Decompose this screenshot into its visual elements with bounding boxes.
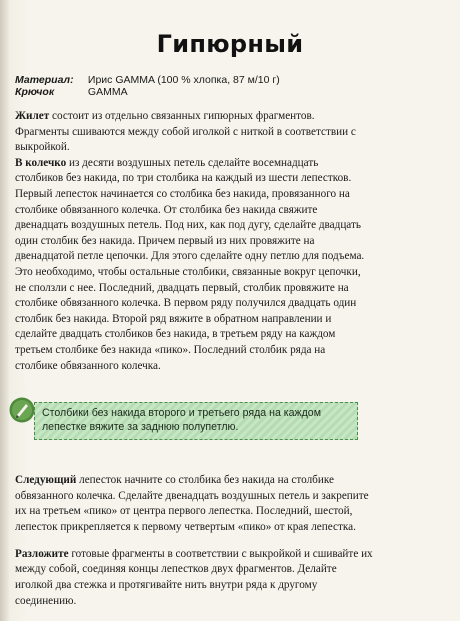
instructions-part1 — [15, 109, 367, 374]
paragraph-lead: В колечко — [15, 156, 67, 169]
instructions-part2 — [15, 462, 375, 620]
tip-text: Столбики без накида второго и третьего ряда на каждом лепестке вяжите за заднюю полупетлю. — [42, 407, 321, 433]
paragraph-lead: Следующий — [15, 474, 77, 487]
paragraph-next-petal — [15, 473, 375, 535]
material-value: Ирис GAMMA (100 % хлопка, 87 м/10 г) — [87, 74, 280, 86]
tip-note — [8, 396, 358, 444]
page-edge-shadow — [0, 0, 10, 621]
paragraph-text: лепесток начните со столбика без накида на столбике обвязанного колечка. Сделайте двенадцать воздушных петель и закрепите их на третьем «пико» от центра первого лепестка. Последний, шестой, лепесток прикрепляется к первому четвертым «пико» от края лепестка. — [15, 474, 369, 533]
materials-block — [15, 74, 280, 98]
hook-value: GAMMA — [87, 86, 128, 98]
paragraph-text: состоит из отдельно связанных гипюрных фрагментов. Фрагменты сшиваются между собой иголкой с ниткой в соответствии с выкройкой. — [15, 110, 356, 154]
paragraph-lead: Жилет — [15, 110, 50, 122]
hook-row — [15, 86, 280, 98]
pencil-leaf-icon — [8, 396, 36, 424]
hook-label: Крючок — [15, 86, 55, 98]
paragraph-text: из десяти воздушных петель сделайте восемнадцать столбиков без накида, по три столбика на каждый из шести лепестков. Первый лепесток начинается со столбика без накида, провязанного на столбике обвязанного колечка. От столбика без накида свяжите двенадцать воздушных петель. Под них, как под дугу, сделайте двадцать один столбик без накида. Причем первый из них провяжите на двенадцатой петле цепочки. Для этого сделайте одну петлю для подъема. Это необходимо, чтобы остальные столбики, связанные вокруг цепочки, не сползли с нее. Последний, двадцать первый, столбик провяжите на столбике обвязанного колечка. В первом ряду получился двадцать один столбик без накида. Второй ряд вяжите в обратном направлении и сделайте двадцать столбиков без накида, в третьем ряду на каждом третьем столбике без накида «пико». Последний столбик ряда на столбике обвязанного колечка. — [15, 156, 365, 372]
paragraph-lead: Разложите — [15, 547, 69, 560]
paragraph-vest — [15, 109, 367, 156]
materials-row — [15, 74, 280, 86]
page-title: Гипюрный — [156, 30, 304, 58]
paragraph-ring — [15, 156, 367, 374]
paragraph-text: готовые фрагменты в соответствии с выкройкой и сшивайте их между собой, соединяя концы лепестков двух фрагментов. Делайте иголкой два стежка и протягивайте нить внутри ряда к другому соединению. — [15, 547, 373, 607]
paragraph-assembly — [15, 547, 375, 609]
material-label: Материал: — [15, 74, 74, 86]
